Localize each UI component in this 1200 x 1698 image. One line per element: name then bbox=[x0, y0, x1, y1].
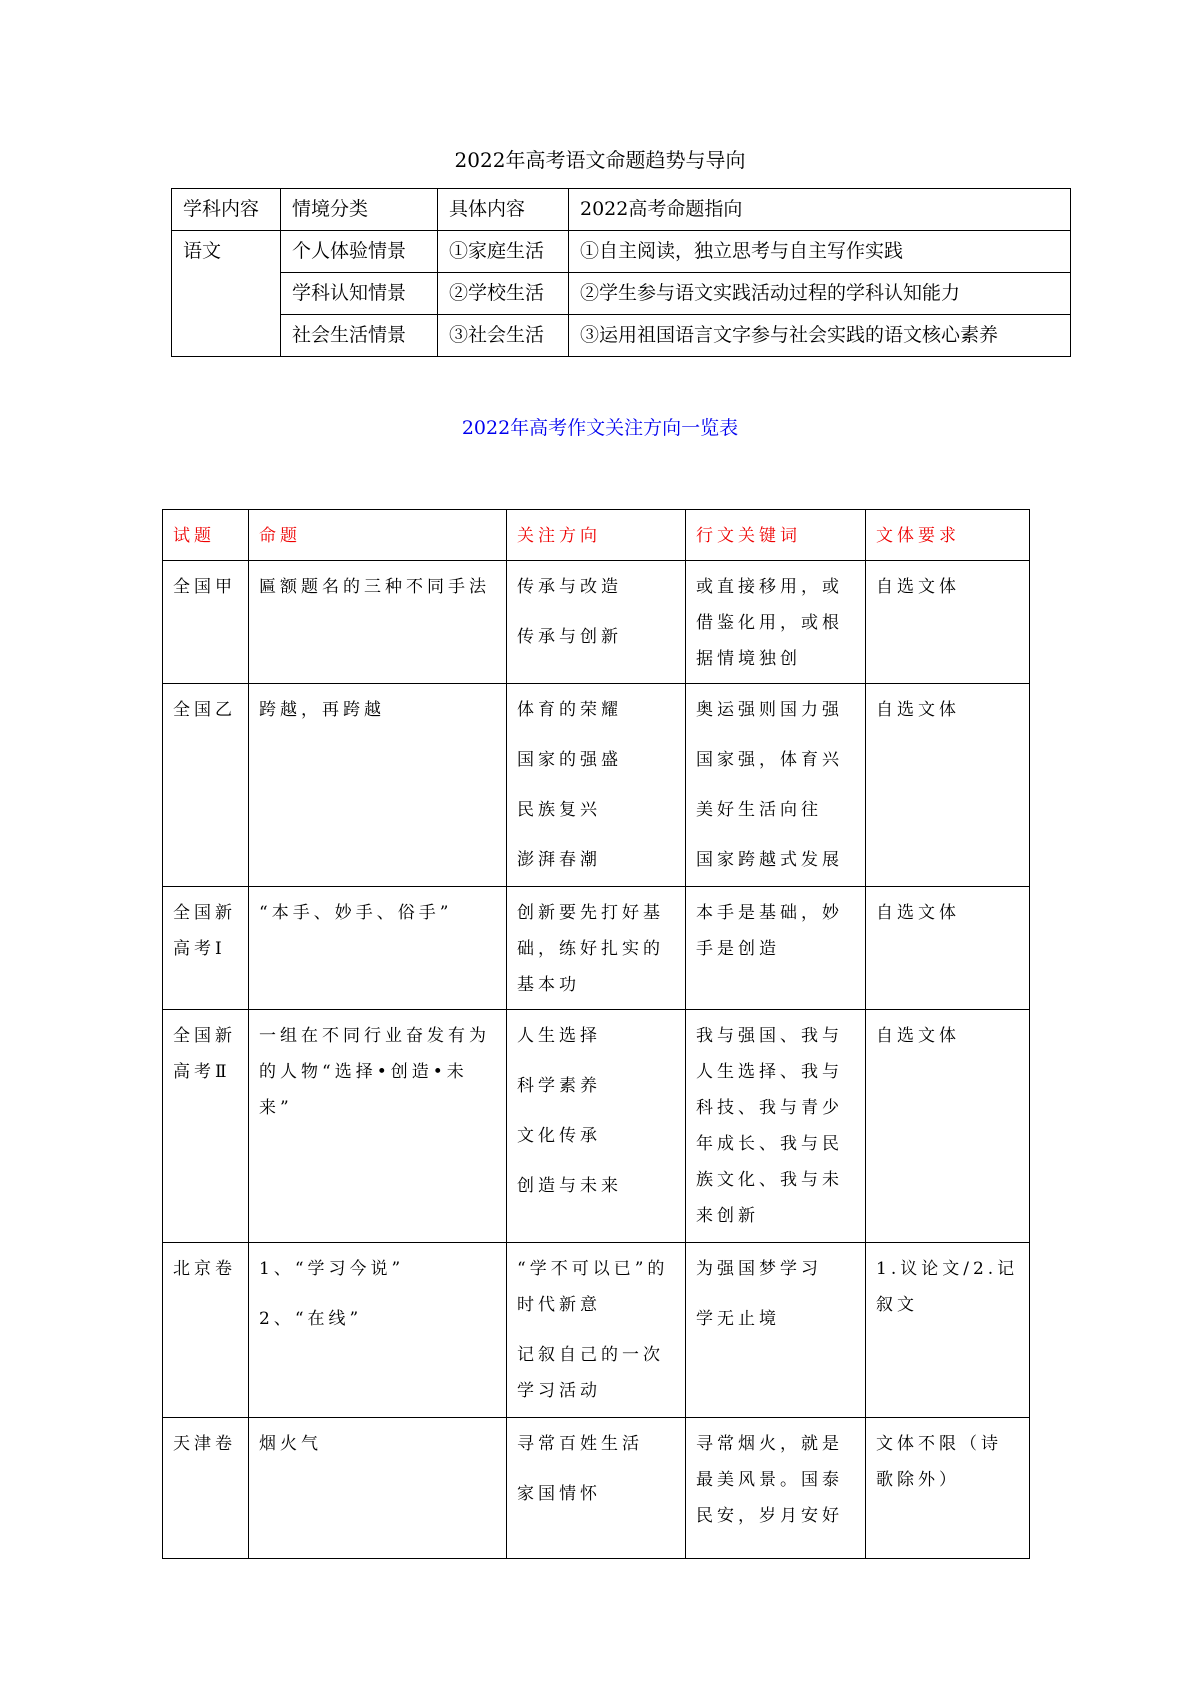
focus-line: 记叙自己的一次学习活动 bbox=[517, 1345, 664, 1401]
topic-line: 烟火气 bbox=[259, 1434, 322, 1454]
header-cell: 命题 bbox=[249, 510, 507, 561]
table-row bbox=[172, 231, 1071, 273]
keywords-cell bbox=[686, 1010, 866, 1243]
table-row bbox=[172, 315, 1071, 357]
scene-cell: 学科认知情景 bbox=[281, 273, 438, 315]
focus-line: 体育的荣耀 bbox=[517, 700, 622, 720]
focus-line: 寻常百姓生活 bbox=[517, 1434, 643, 1454]
topic-line: 一组在不同行业奋发有为的人物“选择•创造•未来” bbox=[259, 1026, 490, 1118]
table-row bbox=[163, 684, 1030, 887]
table-row bbox=[163, 1010, 1030, 1243]
topic-line: 2、“在线” bbox=[259, 1309, 363, 1329]
content-cell: ②学校生活 bbox=[438, 273, 569, 315]
keywords-cell bbox=[686, 1418, 866, 1559]
topic-cell bbox=[249, 1243, 507, 1418]
keywords-cell bbox=[686, 887, 866, 1010]
focus-line: 传承与创新 bbox=[517, 627, 622, 647]
table-row bbox=[163, 561, 1030, 684]
style-cell: 自选文体 bbox=[866, 561, 1030, 684]
focus-line: 民族复兴 bbox=[517, 800, 601, 820]
keyword-line: 国家跨越式发展 bbox=[696, 850, 843, 870]
paper-cell: 北京卷 bbox=[163, 1243, 249, 1418]
topic-line: 匾额题名的三种不同手法 bbox=[259, 577, 490, 597]
table-row bbox=[163, 1418, 1030, 1559]
focus-cell bbox=[507, 684, 686, 887]
table-row bbox=[172, 273, 1071, 315]
scene-cell: 社会生活情景 bbox=[281, 315, 438, 357]
topic-cell bbox=[249, 1418, 507, 1559]
keywords-cell bbox=[686, 684, 866, 887]
topic-cell bbox=[249, 684, 507, 887]
focus-cell bbox=[507, 887, 686, 1010]
paper-cell: 天津卷 bbox=[163, 1418, 249, 1559]
direction-cell: ①自主阅读，独立思考与自主写作实践 bbox=[569, 231, 1071, 273]
essay-focus-table bbox=[162, 509, 1030, 1559]
topic-line: 跨越，再跨越 bbox=[259, 700, 385, 720]
keywords-cell bbox=[686, 561, 866, 684]
focus-line: 传承与改造 bbox=[517, 577, 622, 597]
table-header-row bbox=[163, 510, 1030, 561]
header-cell: 2022高考命题指向 bbox=[569, 189, 1071, 231]
style-cell: 自选文体 bbox=[866, 684, 1030, 887]
header-cell: 试题 bbox=[163, 510, 249, 561]
keyword-line: 奥运强则国力强 bbox=[696, 700, 843, 720]
keyword-line: 寻常烟火，就是最美风景。国泰民安，岁月安好 bbox=[696, 1434, 843, 1526]
paper-cell: 全国新高考Ⅰ bbox=[163, 887, 249, 1010]
scene-cell: 个人体验情景 bbox=[281, 231, 438, 273]
focus-cell bbox=[507, 1418, 686, 1559]
direction-cell: ②学生参与语文实践活动过程的学科认知能力 bbox=[569, 273, 1071, 315]
style-cell: 自选文体 bbox=[866, 887, 1030, 1010]
focus-line: 创新要先打好基础，练好扎实的基本功 bbox=[517, 903, 664, 995]
keyword-line: 国家强，体育兴 bbox=[696, 750, 843, 770]
style-cell: 1.议论文/2.记叙文 bbox=[866, 1243, 1030, 1418]
keyword-line: 或直接移用，或借鉴化用，或根据情境独创 bbox=[696, 577, 843, 669]
paper-cell: 全国新高考Ⅱ bbox=[163, 1010, 249, 1243]
focus-line: 科学素养 bbox=[517, 1076, 601, 1096]
proposition-trend-table bbox=[171, 188, 1071, 357]
page-title: 2022年高考语文命题趋势与导向 bbox=[454, 148, 746, 172]
focus-cell bbox=[507, 1243, 686, 1418]
header-cell: 情境分类 bbox=[281, 189, 438, 231]
focus-line: 澎湃春潮 bbox=[517, 850, 601, 870]
paper-cell: 全国乙 bbox=[163, 684, 249, 887]
topic-cell bbox=[249, 887, 507, 1010]
keywords-cell bbox=[686, 1243, 866, 1418]
subject-cell: 语文 bbox=[172, 231, 281, 357]
direction-cell: ③运用祖国语言文字参与社会实践的语文核心素养 bbox=[569, 315, 1071, 357]
style-cell: 文体不限（诗歌除外） bbox=[866, 1418, 1030, 1559]
content-cell: ①家庭生活 bbox=[438, 231, 569, 273]
focus-line: 文化传承 bbox=[517, 1126, 601, 1146]
style-cell: 自选文体 bbox=[866, 1010, 1030, 1243]
focus-line: “学不可以已”的时代新意 bbox=[517, 1259, 669, 1315]
topic-cell bbox=[249, 561, 507, 684]
content-cell: ③社会生活 bbox=[438, 315, 569, 357]
focus-line: 家国情怀 bbox=[517, 1484, 601, 1504]
header-cell: 学科内容 bbox=[172, 189, 281, 231]
keyword-line: 学无止境 bbox=[696, 1309, 780, 1329]
focus-cell bbox=[507, 561, 686, 684]
focus-line: 创造与未来 bbox=[517, 1176, 622, 1196]
table-header-row bbox=[172, 189, 1071, 231]
header-cell: 关注方向 bbox=[507, 510, 686, 561]
paper-cell: 全国甲 bbox=[163, 561, 249, 684]
keyword-line: 我与强国、我与人生选择、我与科技、我与青少年成长、我与民族文化、我与未来创新 bbox=[696, 1026, 843, 1226]
keyword-line: 本手是基础，妙手是创造 bbox=[696, 903, 843, 959]
keyword-line: 为强国梦学习 bbox=[696, 1259, 822, 1279]
topic-line: 1、“学习今说” bbox=[259, 1259, 405, 1279]
topic-line: “本手、妙手、俗手” bbox=[259, 903, 453, 923]
topic-cell bbox=[249, 1010, 507, 1243]
header-cell: 行文关键词 bbox=[686, 510, 866, 561]
header-cell: 文体要求 bbox=[866, 510, 1030, 561]
header-cell: 具体内容 bbox=[438, 189, 569, 231]
focus-cell bbox=[507, 1010, 686, 1243]
table-row bbox=[163, 887, 1030, 1010]
table-row bbox=[163, 1243, 1030, 1418]
section-title: 2022年高考作文关注方向一览表 bbox=[461, 417, 739, 439]
keyword-line: 美好生活向往 bbox=[696, 800, 822, 820]
focus-line: 人生选择 bbox=[517, 1026, 601, 1046]
focus-line: 国家的强盛 bbox=[517, 750, 622, 770]
